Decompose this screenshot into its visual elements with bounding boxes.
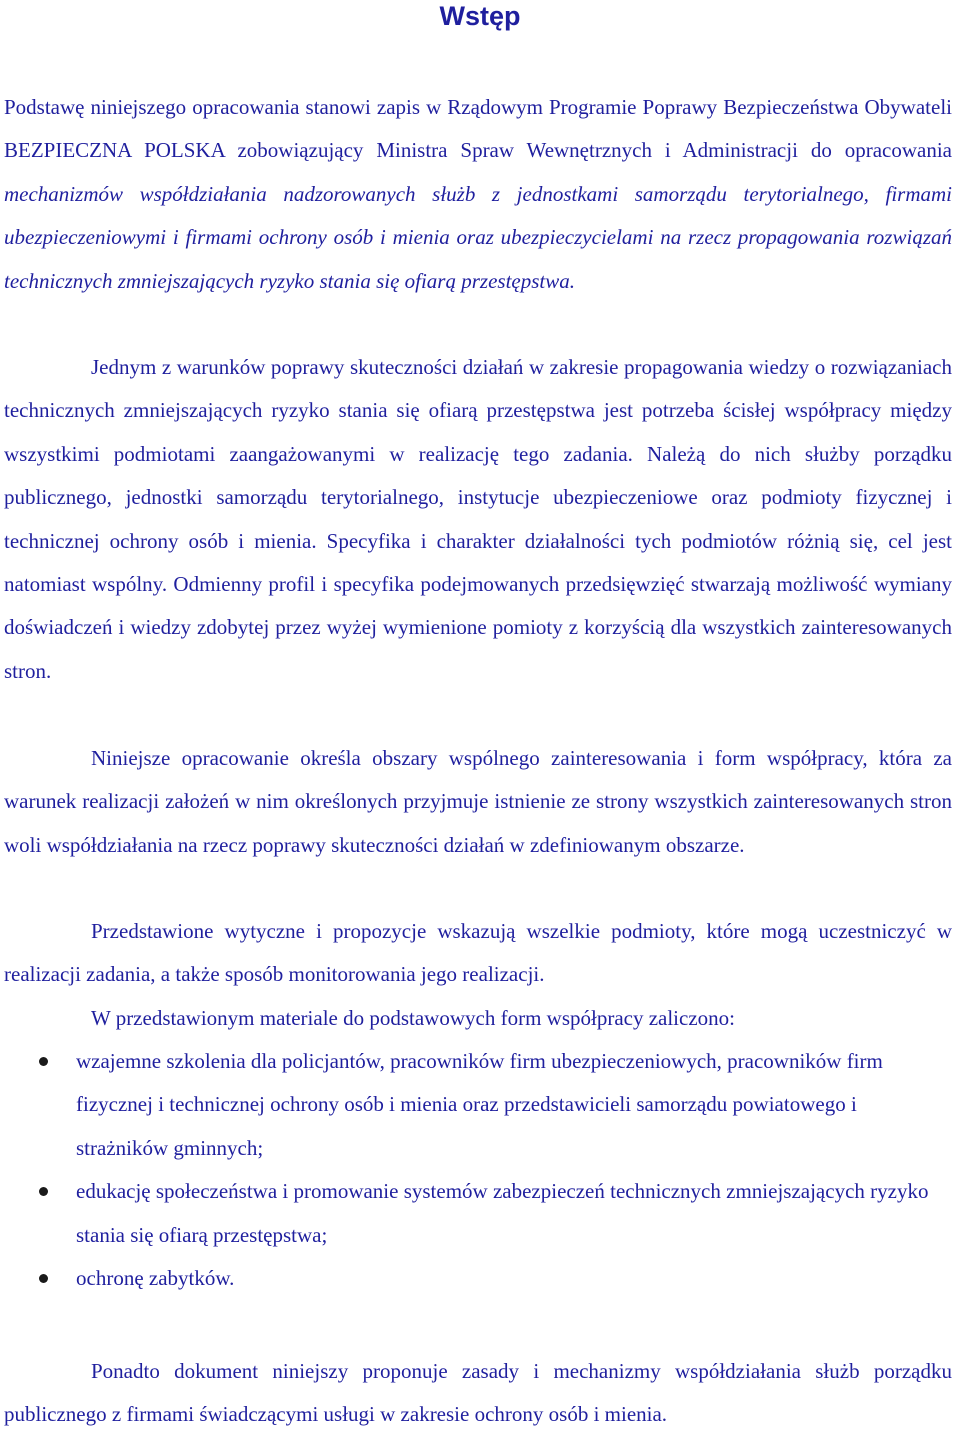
bullet-icon [39,1274,48,1283]
list-item-text: edukację społeczeństwa i promowanie systemów zabezpieczeń technicznych zmniejszających ryzyko stania się ofiarą przestępstwa; [76,1179,929,1247]
list-item [4,1257,952,1300]
intro-paragraph [4,86,952,303]
list-item [4,1170,952,1257]
list-item-text: wzajemne szkolenia dla policjantów, pracowników firm ubezpieczeniowych, pracowników firm fizycznej i technicznej ochrony osób i mienia oraz przedstawicieli samorządu powiatowego i strażników gminnych; [76,1049,883,1160]
cooperation-forms-list [4,1040,952,1300]
bullet-icon [39,1057,48,1066]
intro-paragraph-italic-text: mechanizmów współdziałania nadzorowanych służb z jednostkami samorządu terytorialnego, firmami ubezpieczeniowymi i firmami ochrony osób i mienia oraz ubezpieczycielami na rzecz propagowania rozwiązań technicznych zmniejszających ryzyko stania się ofiarą przestępstwa. [4,181,952,293]
bullet-icon [39,1187,48,1196]
intro-paragraph-text: Podstawę niniejszego opracowania stanowi zapis w Rządowym Programie Poprawy Bezpieczeństwa Obywateli BEZPIECZNA POLSKA zobowiązujący Ministra Spraw Wewnętrznych i Administracji do opracowania [4,95,952,163]
forms-intro-paragraph [4,997,952,1040]
guidelines-paragraph-text: Przedstawione wytyczne i propozycje wskazują wszelkie podmioty, które mogą uczestniczyć w realizacji zadania, a także sposób monitorowania jego realizacji. [4,919,952,987]
cooperation-paragraph [4,346,952,693]
forms-intro-paragraph-text: W przedstawionym materiale do podstawowych form współpracy zaliczono: [91,1006,735,1030]
guidelines-paragraph [4,910,952,997]
list-item-text: ochronę zabytków. [76,1266,235,1291]
closing-paragraph [4,1350,952,1437]
list-item [4,1040,952,1170]
closing-paragraph-text: Ponadto dokument niniejszy proponuje zasady i mechanizmy współdziałania służb porządku publicznego z firmami świadczącymi usługi w zakresie ochrony osób i mienia. [4,1359,952,1427]
scope-paragraph-text: Niniejsze opracowanie określa obszary wspólnego zainteresowania i form współpracy, która za warunek realizacji założeń w nim określonych przyjmuje istnienie ze strony wszystkich zainteresowanych stron woli współdziałania na rzecz poprawy skuteczności działań w zdefiniowanym obszarze. [4,746,952,857]
cooperation-paragraph-text: Jednym z warunków poprawy skuteczności działań w zakresie propagowania wiedzy o rozwiązaniach technicznych zmniejszających ryzyko stania się ofiarą przestępstwa jest potrzeba ścisłej współpracy między wszystkimi podmiotami zaangażowanymi w realizację tego zadania. Należą do nich służby porządku publicznego, jednostki samorządu terytorialnego, instytucje ubezpieczeniowe oraz podmioty fizycznej i technicznej ochrony osób i mienia. Specyfika i charakter działalności tych podmiotów różnią się, cel jest natomiast wspólny. Odmienny profil i specyfika podejmowanych przedsięwzięć stwarzają możliwość wymiany doświadczeń i wiedzy zdobytej przez wyżej wymienione pomioty z korzyścią dla wszystkich zainteresowanych stron. [4,355,952,683]
scope-paragraph [4,737,952,867]
page-title: Wstęp [439,1,521,31]
